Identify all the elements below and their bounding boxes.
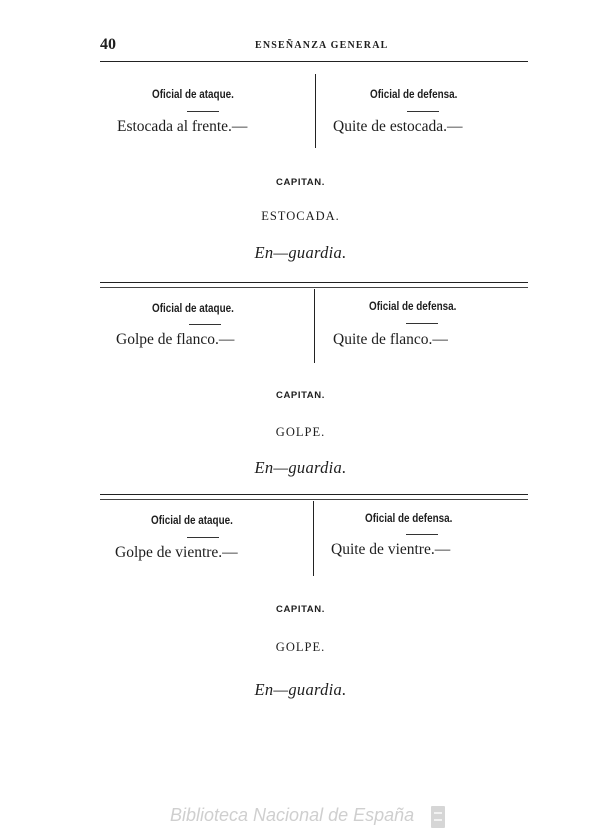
command-text: ESTOCADA. — [261, 209, 340, 223]
page-number: 40 — [100, 36, 116, 53]
defense-line: Quite de flanco.— — [333, 331, 448, 348]
defense-heading: Oficial de defensa. — [370, 89, 458, 101]
attack-heading: Oficial de ataque. — [151, 515, 233, 527]
heading-rule — [187, 537, 219, 538]
attack-line: Golpe de flanco.— — [116, 331, 235, 348]
attack-heading: Oficial de ataque. — [152, 303, 234, 315]
defense-line: Quite de estocada.— — [333, 118, 463, 135]
section-double-rule — [100, 494, 528, 500]
heading-rule — [406, 323, 438, 324]
defense-heading: Oficial de defensa. — [365, 513, 453, 525]
guard-text: En—guardia. — [254, 458, 347, 477]
heading-rule — [189, 324, 221, 325]
defense-heading: Oficial de defensa. — [369, 301, 457, 313]
speaker-label: CAPITAN. — [276, 177, 325, 188]
column-divider — [314, 289, 315, 363]
column-divider — [313, 501, 314, 576]
library-watermark: Biblioteca Nacional de España — [170, 805, 415, 825]
attack-heading: Oficial de ataque. — [152, 89, 234, 101]
command-text: GOLPE. — [275, 425, 326, 439]
heading-rule — [407, 111, 439, 112]
speaker-label: CAPITAN. — [276, 604, 325, 615]
heading-rule — [187, 111, 219, 112]
speaker-label: CAPITAN. — [276, 390, 325, 401]
command-text: GOLPE. — [275, 640, 326, 654]
defense-line: Quite de vientre.— — [331, 541, 451, 558]
attack-line: Golpe de vientre.— — [115, 544, 238, 561]
column-divider — [315, 74, 316, 148]
heading-rule — [406, 534, 438, 535]
attack-line: Estocada al frente.— — [117, 118, 248, 135]
section-double-rule — [100, 282, 528, 288]
guard-text: En—guardia. — [254, 680, 347, 699]
guard-text: En—guardia. — [254, 243, 347, 262]
running-head: ENSEÑANZA GENERAL — [255, 40, 389, 51]
bne-logo-icon — [431, 806, 445, 828]
header-rule — [100, 61, 528, 62]
